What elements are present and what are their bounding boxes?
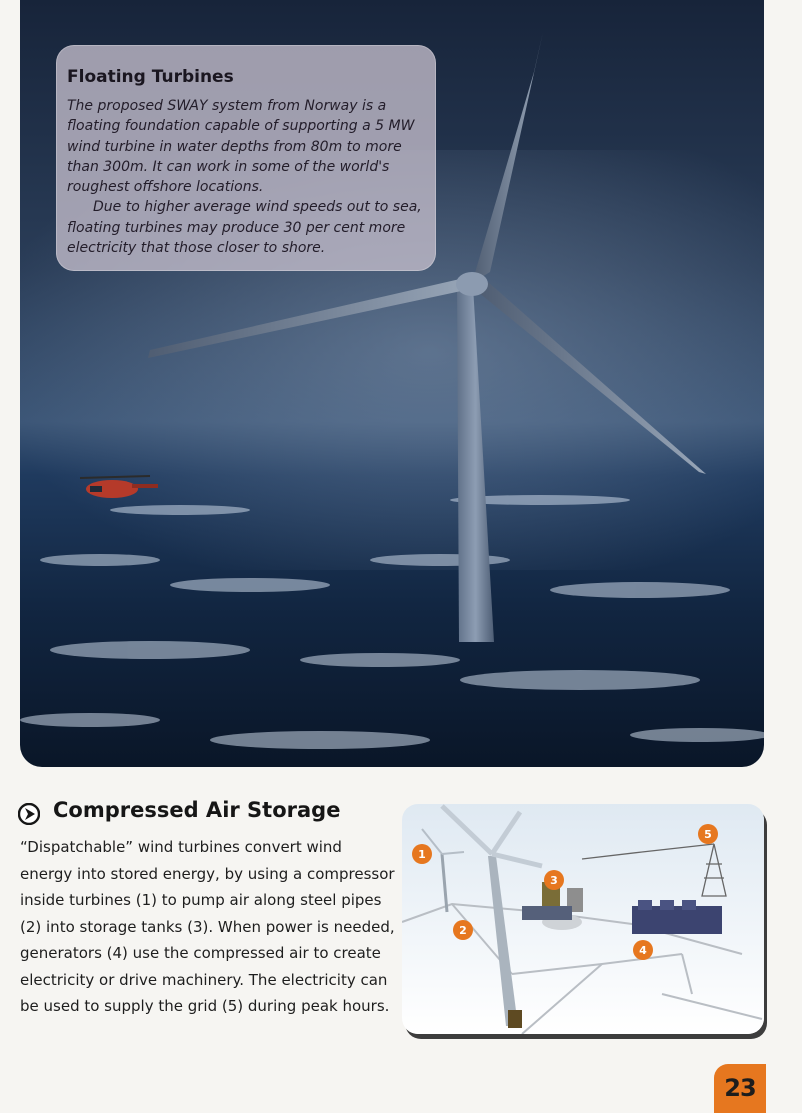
callout-body <box>67 96 429 258</box>
callout-paragraph-1: The proposed SWAY system from Norway is a floating foundation capable of supporting a 5 MW wind turbine in water depths from 80m to more than 300m. It can work in some of the world's roughest offshore locations. <box>67 98 415 196</box>
label-2: 2 <box>459 924 467 937</box>
floating-turbines-callout <box>56 45 436 271</box>
compressed-air-diagram <box>402 804 764 1034</box>
label-4: 4 <box>639 944 647 957</box>
label-3: 3 <box>550 874 558 887</box>
label-1: 1 <box>418 848 426 861</box>
section-title: Compressed Air Storage <box>53 798 341 822</box>
section-body: “Dispatchable” wind turbines convert wind energy into stored energy, by using a compressor inside turbines (1) to pump air along steel pipes (2) into storage tanks (3). When power is needed, generators (4) use the compressed air to create electricity or drive machinery. The electricity can be used to supply the grid (5) during peak hours. <box>20 838 395 1015</box>
callout-title: Floating Turbines <box>67 67 234 87</box>
label-5: 5 <box>704 828 712 841</box>
storage-system-illustration <box>402 804 764 1034</box>
arrow-bullet-icon <box>18 803 40 825</box>
page-number: 23 <box>724 1074 756 1102</box>
callout-paragraph-2: Due to higher average wind speeds out to sea, floating turbines may produce 30 per cent more electricity that those closer to shore. <box>67 199 422 257</box>
page-number-badge <box>714 1064 766 1113</box>
